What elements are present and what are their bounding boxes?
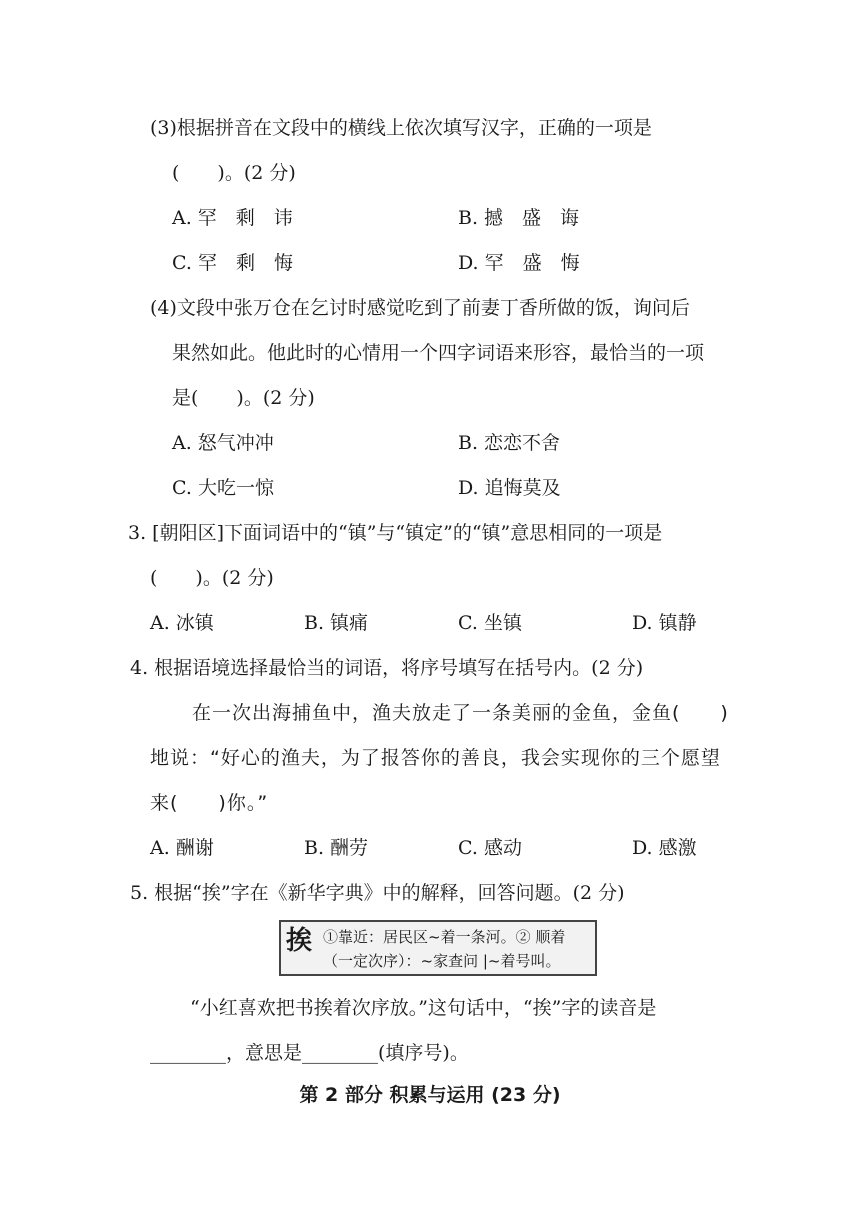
q5-sentence-line2: ________，意思是________(填序号)。 <box>150 1042 469 1064</box>
q3main-stem-line2: ( )。(2 分) <box>150 567 274 589</box>
q3main-option-d: D. 镇静 <box>632 612 697 634</box>
q4sub-option-d: D. 追悔莫及 <box>458 477 561 499</box>
q4sub-stem-line2: 果然如此。他此时的心情用一个四字词语来形容，最恰当的一项 <box>172 342 705 364</box>
q4main-passage-line1: 在一次出海捕鱼中，渔夫放走了一条美丽的金鱼，金鱼( ) <box>192 702 729 724</box>
q4sub-stem-line3: 是( )。(2 分) <box>172 387 315 409</box>
q4main-passage-line2: 地说：“好心的渔夫，为了报答你的善良，我会实现你的三个愿望 <box>150 747 721 769</box>
section-title: 第 2 部分 积累与运用 (23 分) <box>299 1084 561 1106</box>
q3-stem-line2: ( )。(2 分) <box>172 162 296 184</box>
q4main-stem: 4. 根据语境选择最恰当的词语，将序号填写在括号内。(2 分) <box>130 657 644 679</box>
q4sub-stem-line1: (4)文段中张万仓在乞讨时感觉吃到了前妻丁香所做的饭，询问后 <box>150 297 690 319</box>
q5-sentence-line1: “小红喜欢把书挨着次序放。”这句话中，“挨”字的读音是 <box>190 997 657 1019</box>
q4main-option-d: D. 感激 <box>632 837 697 859</box>
q4sub-option-b: B. 恋恋不舍 <box>458 432 561 454</box>
q3-option-b: B. 撼 盛 诲 <box>458 207 580 229</box>
dictionary-entry-character: 挨 <box>286 926 313 956</box>
q3main-option-a: A. 冰镇 <box>150 612 214 634</box>
q3-option-c: C. 罕 剩 悔 <box>172 252 293 274</box>
dictionary-entry-line1: ①靠近：居民区~着一条河。② 顺着 <box>323 928 566 946</box>
dictionary-entry-box <box>279 920 597 976</box>
q5-stem: 5. 根据“挨”字在《新华字典》中的解释，回答问题。(2 分) <box>130 882 625 904</box>
q3-option-a: A. 罕 剩 讳 <box>172 207 293 229</box>
q4sub-option-c: C. 大吃一惊 <box>172 477 274 499</box>
q4main-passage-line3: 来( )你。” <box>150 792 269 814</box>
dictionary-entry-line2: （一定次序）：~家查问 |~着号叫。 <box>323 952 561 970</box>
q3main-stem-line1: 3. [朝阳区]下面词语中的“镇”与“镇定”的“镇”意思相同的一项是 <box>128 522 663 544</box>
q3main-option-c: C. 坐镇 <box>458 612 522 634</box>
q3-stem-line1: (3)根据拼音在文段中的横线上依次填写汉字，正确的一项是 <box>150 117 652 139</box>
q3-option-d: D. 罕 盛 悔 <box>458 252 580 274</box>
q3main-option-b: B. 镇痛 <box>304 612 369 634</box>
q4main-option-c: C. 感动 <box>458 837 522 859</box>
q4main-option-b: B. 酬劳 <box>304 837 369 859</box>
q4sub-option-a: A. 怒气冲冲 <box>172 432 274 454</box>
q4main-option-a: A. 酬谢 <box>150 837 214 859</box>
